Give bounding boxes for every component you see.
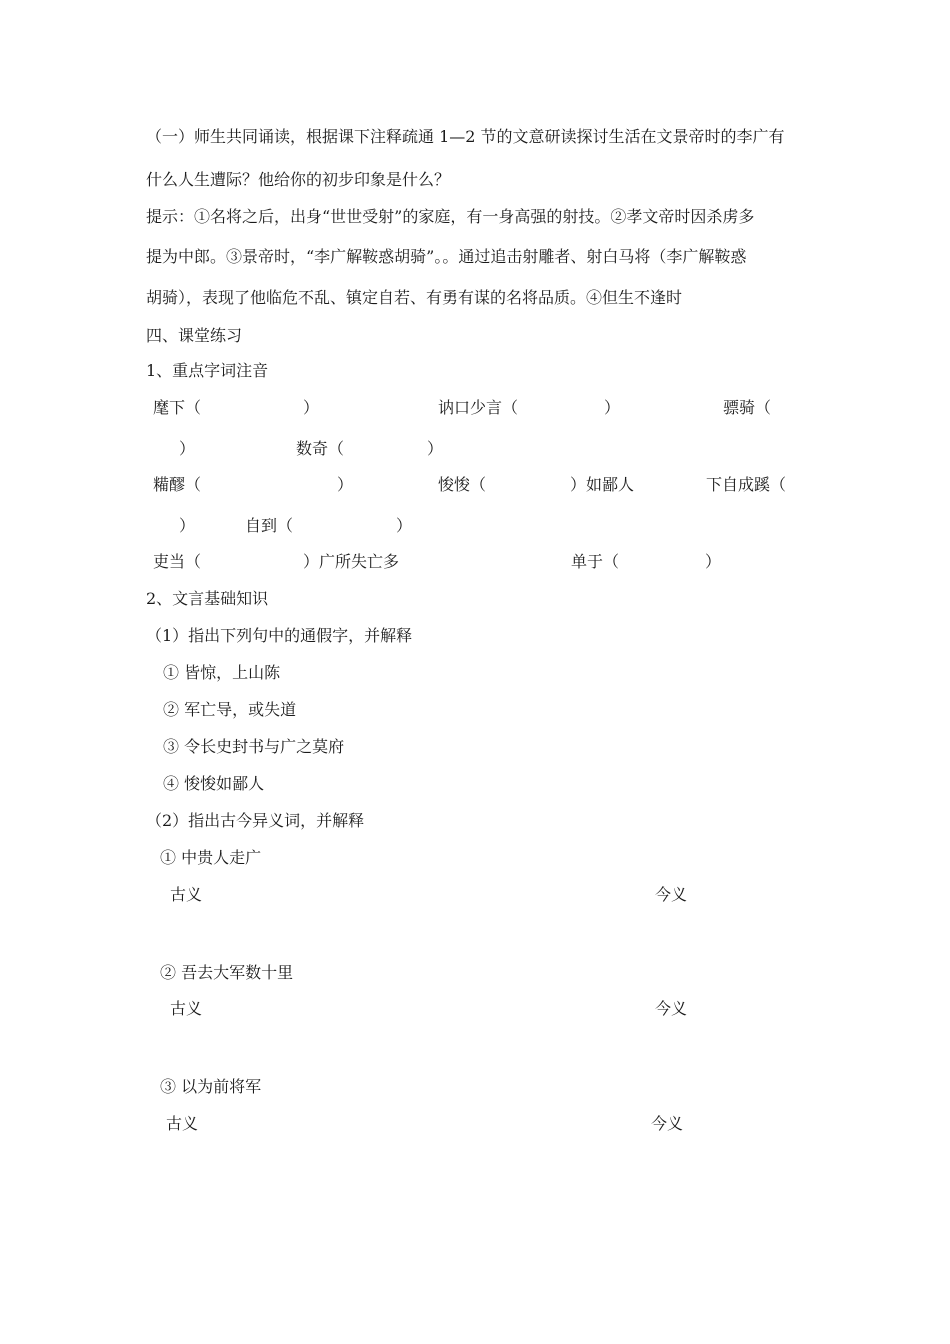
paragraph-line: 什么人生遭际？他给你的初步印象是什么？ <box>146 170 451 189</box>
vocab-blank-close: ） <box>179 516 196 535</box>
vocab-blank-close: ） <box>396 516 413 535</box>
list-item: ③ 以为前将军 <box>160 1077 262 1096</box>
list-item: ① 皆惊，上山陈 <box>163 663 281 682</box>
modern-meaning-label: 今义 <box>651 1114 684 1133</box>
vocab-item: 吏当（ <box>153 552 202 571</box>
modern-meaning-label: 今义 <box>655 885 688 904</box>
vocab-blank-close: ） <box>427 439 444 458</box>
list-item: ④ 悛悛如鄙人 <box>163 774 265 793</box>
vocab-blank-close: ）广所失亡多 <box>303 552 400 571</box>
vocab-item: 自到（ <box>245 516 294 535</box>
vocab-item: 骠骑（ <box>723 398 772 417</box>
paragraph-line: （一）师生共同诵读，根据课下注释疏通 1—2 节的文意研读探讨生活在文景帝时的李广有 <box>146 127 785 146</box>
list-item: ② 吾去大军数十里 <box>160 963 294 982</box>
question-title: 1、重点字词注音 <box>146 361 269 380</box>
vocab-item: 下自成蹊（ <box>706 475 787 494</box>
vocab-blank-close: ） <box>179 439 196 458</box>
ancient-meaning-label: 古义 <box>170 999 203 1018</box>
ancient-meaning-label: 古义 <box>170 885 203 904</box>
vocab-blank-close: ） <box>604 398 621 417</box>
vocab-item: 讷口少言（ <box>438 398 519 417</box>
question-title: 2、文言基础知识 <box>146 589 269 608</box>
modern-meaning-label: 今义 <box>655 999 688 1018</box>
vocab-item: 单于（ <box>571 552 620 571</box>
vocab-item: 麾下（ <box>153 398 202 417</box>
list-item: ② 军亡导，或失道 <box>163 700 297 719</box>
list-item: ① 中贵人走广 <box>160 848 262 867</box>
sub-question: （1）指出下列句中的通假字，并解释 <box>146 626 413 645</box>
vocab-item: 数奇（ <box>296 439 345 458</box>
hint-line: 胡骑），表现了他临危不乱、镇定自若、有勇有谋的名将品质。④但生不逢时 <box>146 288 683 307</box>
hint-line: 提为中郎。③景帝时，“李广解鞍惑胡骑”。。通过追击射雕者、射白马将（李广解鞍惑 <box>146 247 747 266</box>
vocab-blank-close: ） <box>337 475 354 494</box>
list-item: ③ 令长史封书与广之莫府 <box>163 737 345 756</box>
hint-line: 提示：①名将之后，出身“世世受射”的家庭，有一身高强的射技。②孝文帝时因杀虏多 <box>146 207 755 226</box>
vocab-blank-close: ） <box>705 552 722 571</box>
vocab-item: 糒醪（ <box>153 475 202 494</box>
sub-question: （2）指出古今异义词，并解释 <box>146 811 365 830</box>
vocab-blank-close: ）如鄙人 <box>570 475 635 494</box>
vocab-item: 悛悛（ <box>438 475 487 494</box>
section-heading: 四、课堂练习 <box>146 326 243 345</box>
vocab-blank-close: ） <box>303 398 320 417</box>
ancient-meaning-label: 古义 <box>166 1114 199 1133</box>
